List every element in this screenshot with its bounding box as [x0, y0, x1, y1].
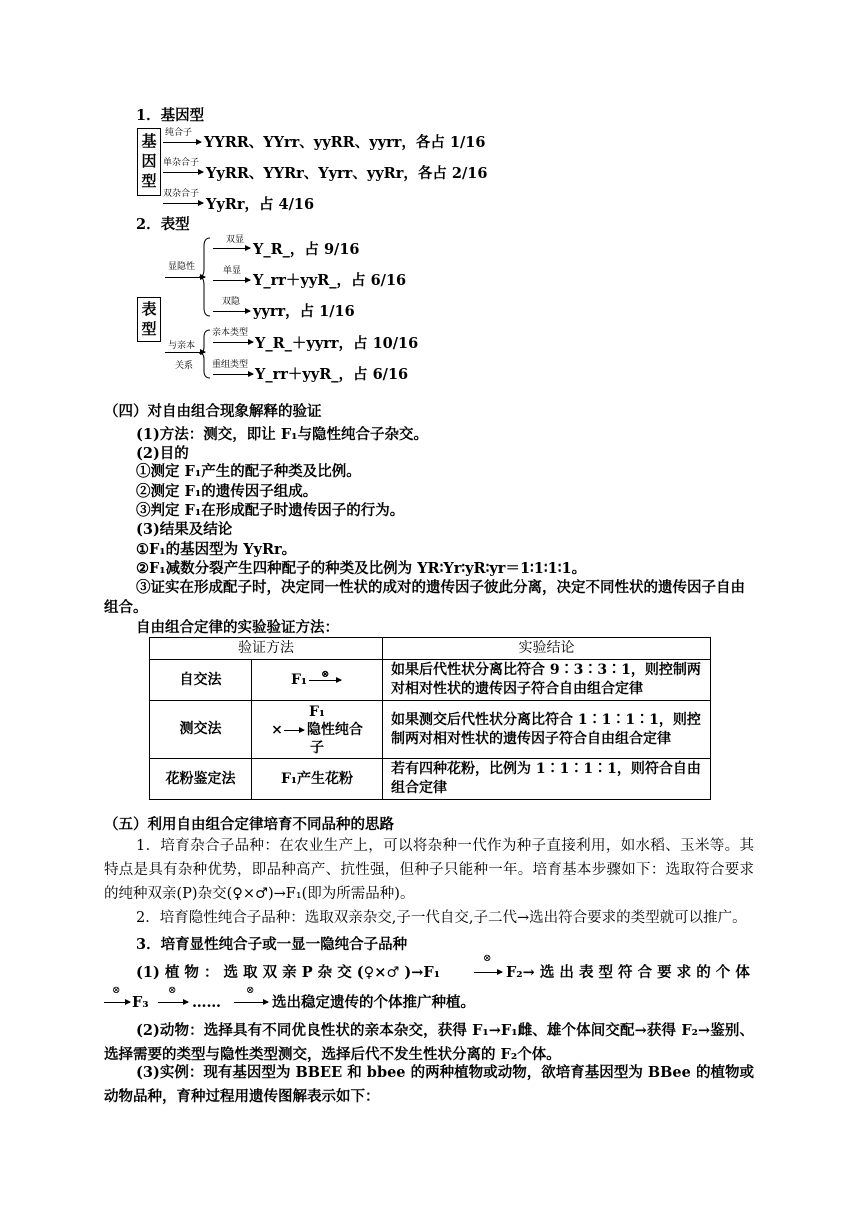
table-cell-procedure-recessive: 隐性纯合 [306, 721, 363, 738]
section4-line-1: (1)方法：测交，即让 F₁与隐性纯合子杂交。 [136, 426, 429, 443]
selfing-symbol: ⊗ [168, 985, 177, 996]
phenotype-single-label: 单显 [223, 266, 242, 276]
phenotype-group1-brace [198, 236, 212, 318]
phenotype-row-1-text: Y_R_，占 9/16 [253, 241, 360, 258]
phenotype-dominant-label: 双显 [226, 235, 245, 245]
phenotype-arrow-3 [213, 311, 250, 312]
phenotype-row-3-text: yyrr，占 1/16 [253, 303, 355, 320]
phenotype-heading: 2．表型 [136, 216, 190, 233]
section4-line-5: ③判定 F₁在形成配子时遗传因子的行为。 [136, 502, 405, 519]
section5-paragraph-3: 3．培育显性纯合子或一显一隐纯合子品种 [136, 936, 408, 953]
table-cell-procedure-tail: 子 [310, 739, 324, 756]
genotype-row-1-label: 纯合子 [165, 128, 193, 138]
selfing-symbol: ⊗ [112, 985, 121, 996]
phenotype-arrow-2 [213, 280, 250, 281]
phenotype-group2-label-1: 与亲本 [168, 341, 196, 351]
section5-paragraph-1: 1．培育杂合子品种：在农业生产上，可以将杂种一代作为种子直接利用，如水稻、玉米等。其特点是具有杂种优势，即品种高产、抗性强，但种子只能种一年。培育基本步骤如下：选取符合要求的纯种双亲(P)杂交(♀×♂)→F₁(即为所需品种)。 [104, 838, 754, 902]
genotype-arrow-3 [163, 203, 203, 204]
section5-title: （五）利用自由组合定律培育不同品种的思路 [104, 816, 394, 833]
table-cell-procedure [252, 701, 383, 759]
selfing-arrow [234, 1002, 268, 1003]
table-row [150, 759, 711, 800]
genotype-heading: 1．基因型 [136, 107, 205, 124]
cross-arrow [283, 725, 307, 735]
phenotype-box-label: 表型 [137, 297, 161, 342]
section4-line-3: ①测定 F₁产生的配子种类及比例。 [136, 463, 361, 480]
table-cell-procedure-f1: F₁ [308, 703, 326, 720]
section5-plant-f3: F₃ [132, 994, 149, 1011]
table-row [150, 660, 711, 701]
table-cell-conclusion: 如果测交后代性状分离比符合 1∶1∶1∶1，则控制两对相对性状的遗传因子符合自由组合定律 [383, 701, 711, 759]
genotype-row-1-text: YYRR、YYrr、yyRR、yyrr，各占 1/16 [204, 134, 486, 151]
genotype-box-label: 基因型 [137, 128, 161, 196]
phenotype-arrow-4 [213, 342, 253, 343]
phenotype-row-5-text: Y_rr＋yyR_，占 6/16 [255, 366, 409, 383]
section4-line-8: ②F₁减数分裂产生四种配子的种类及比例为 YR∶Yr∶yR∶yr＝1∶1∶1∶1。 [136, 560, 587, 577]
selfing-arrow [474, 972, 502, 973]
phenotype-arrow-1 [213, 248, 250, 249]
section5-plant-ellipsis: …… [192, 994, 221, 1011]
section4-title: （四）对自由组合现象解释的验证 [104, 403, 322, 420]
phenotype-row-4-text: Y_R_＋yyrr，占 10/16 [255, 335, 419, 352]
genotype-row-3-label: 双杂合子 [163, 189, 200, 199]
selfing-arrow [158, 1002, 188, 1003]
phenotype-recessive-label: 双隐 [222, 297, 241, 307]
table-cell-method: 自交法 [150, 660, 252, 701]
genotype-arrow-1 [163, 142, 201, 143]
genotype-row-3-text: YyRr，占 4/16 [206, 196, 315, 213]
section4-line-7: ①F₁的基因型为 YyRr。 [136, 541, 297, 558]
verification-table [149, 637, 711, 800]
phenotype-group1-label: 显隐性 [168, 262, 196, 272]
section5-plant-part-1: (1) 植 物 ： 选 取 双 亲 P 杂 交 (♀×♂ )→F₁ [136, 964, 441, 981]
phenotype-arrow-5 [213, 374, 253, 375]
selfing-arrow [104, 1002, 130, 1003]
table-cell-method: 测交法 [150, 701, 252, 759]
phenotype-recombinant-label: 重组类型 [212, 360, 249, 370]
selfing-symbol: ⊗ [483, 953, 492, 964]
table-row [150, 701, 711, 759]
selfing-symbol: ⊗ [246, 985, 255, 996]
selfing-symbol: ⊗ [321, 668, 330, 680]
table-cell-procedure: F₁产生花粉 [252, 759, 383, 800]
cross-symbol: × [271, 721, 283, 738]
section5-paragraph-6: (3)实例：现有基因型为 BBEE 和 bbee 的两种植物或动物，欲培育基因型为 BBee 的植物或动物品种，育种过程用遗传图解表示如下： [104, 1064, 754, 1105]
table-header-row [150, 638, 711, 660]
section5-paragraph-2: 2．培育隐性纯合子品种：选取双亲杂交,子一代自交,子二代→选出符合要求的类型就可以推广。 [136, 910, 747, 926]
section4-line-9: ③证实在形成配子时，决定同一性状的成对的遗传因子彼此分离，决定不同性状的遗传因子自由组合。 [104, 579, 745, 616]
phenotype-parental-label: 亲本类型 [212, 328, 249, 338]
phenotype-group2-label-2: 关系 [175, 361, 194, 371]
phenotype-row-2-text: Y_rr＋yyR_，占 6/16 [253, 272, 407, 289]
table-title: 自由组合定律的实验验证方法： [136, 619, 339, 636]
table-cell-conclusion: 如果后代性状分离比符合 9∶3∶3∶1，则控制两对相对性状的遗传因子符合自由组合定律 [383, 660, 711, 701]
table-cell-procedure-f1: F₁ [290, 671, 308, 688]
section4-line-6: (3)结果及结论 [136, 521, 233, 538]
section5-paragraph-5: (2)动物：选择具有不同优良性状的亲本杂交，获得 F₁→F₁雌、雄个体间交配→获得 F₂→鉴别、选择需要的类型与隐性类型测交，选择后代不发生性状分离的 F₂个体。 [104, 1022, 754, 1063]
table-cell-procedure [252, 660, 383, 701]
genotype-arrow-2 [163, 172, 203, 173]
phenotype-group2-brace [198, 328, 212, 380]
table-header-conclusion: 实验结论 [383, 638, 711, 660]
genotype-row-2-label: 单杂合子 [163, 158, 200, 168]
section4-line-4: ②测定 F₁的遗传因子组成。 [136, 483, 318, 500]
genotype-row-2-text: YyRR、YYRr、Yyrr、yyRr，各占 2/16 [206, 165, 488, 182]
section4-line-2: (2)目的 [136, 445, 189, 462]
table-cell-conclusion: 若有四种花粉，比例为 1∶1∶1∶1，则符合自由组合定律 [383, 759, 711, 800]
selfing-arrow [307, 668, 343, 686]
table-header-method: 验证方法 [150, 638, 383, 660]
section5-plant-part-3: 选出稳定遗传的个体推广种植。 [272, 994, 475, 1011]
table-cell-method: 花粉鉴定法 [150, 759, 252, 800]
section5-plant-part-2: F₂→ 选 出 表 型 符 合 要 求 的 个 体 [506, 964, 750, 981]
